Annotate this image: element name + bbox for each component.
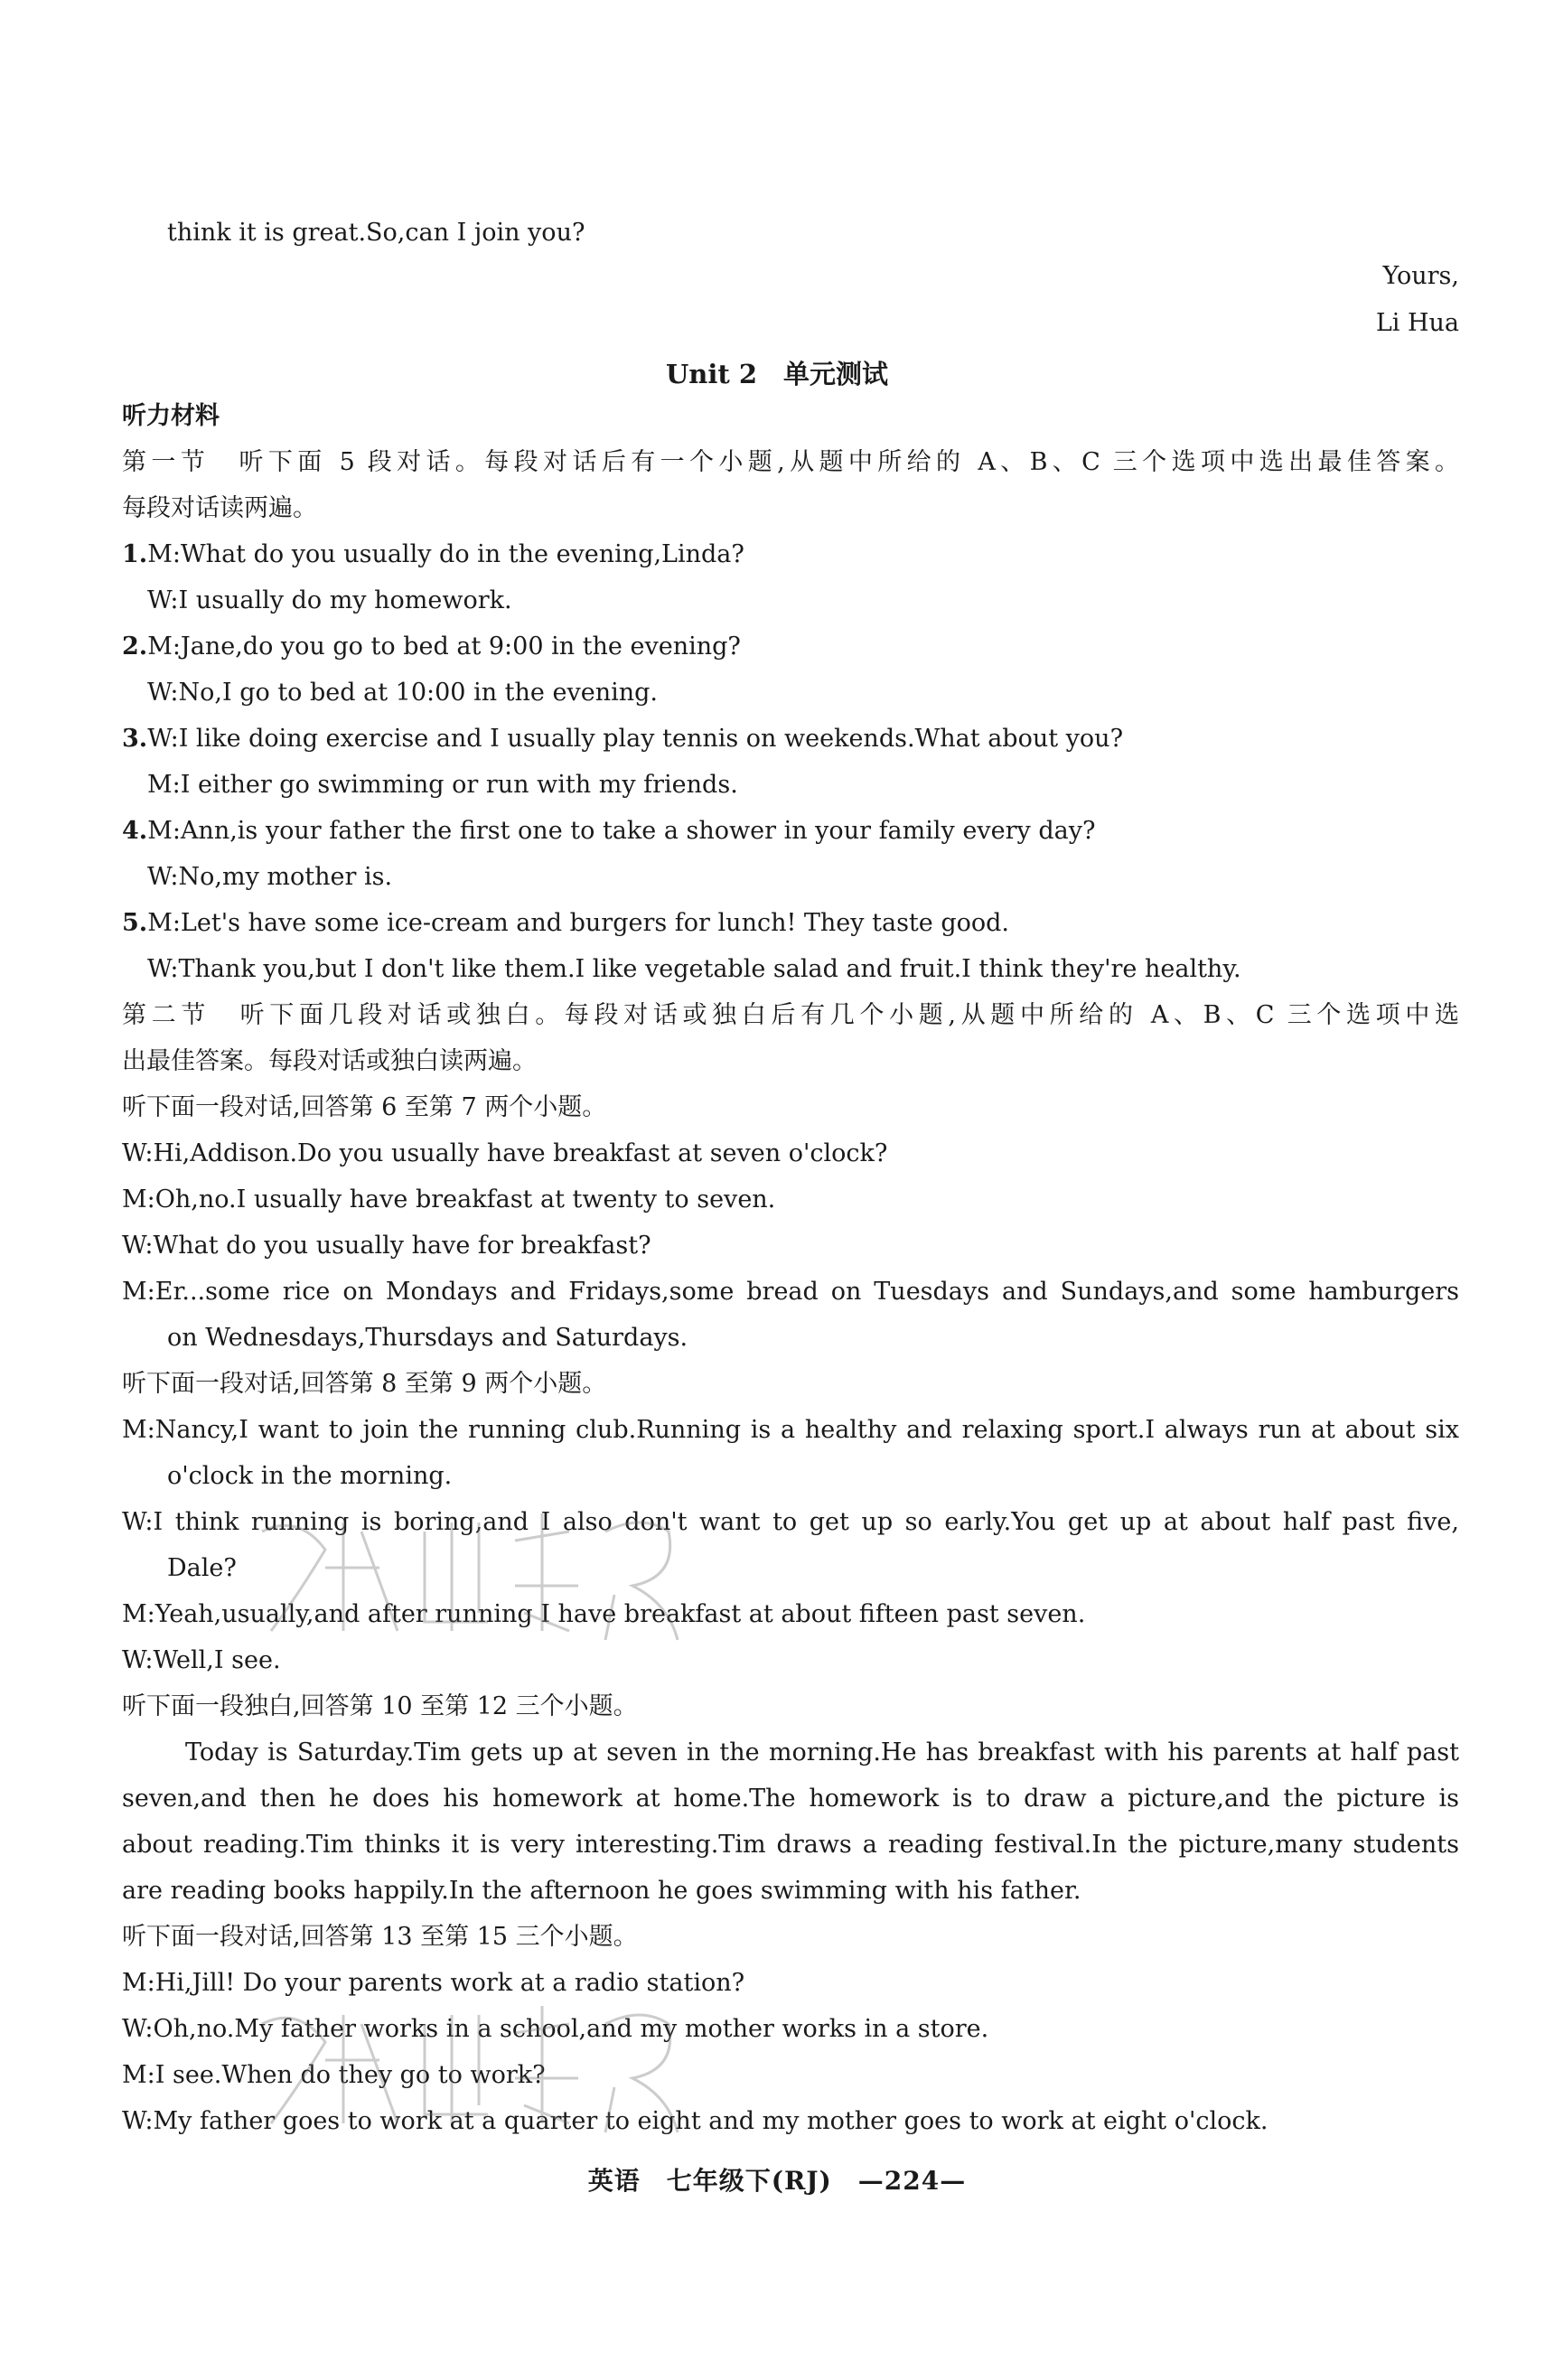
item-2-line-b: W:No,I go to bed at 10:00 in the evening. (147, 679, 658, 707)
dialogue-2-line: M:Nancy,I want to join the running club.Running is a healthy and relaxing sport.I always run at about six (122, 1416, 1459, 1444)
monologue-intro: 听下面一段独白,回答第 10 至第 12 三个小题。 (122, 1692, 638, 1720)
dialogue-1-line: W:What do you usually have for breakfast? (122, 1232, 651, 1260)
letter-signature: Li Hua (1375, 309, 1459, 337)
dialogue-3-line: M:Hi,Jill! Do your parents work at a radio station? (122, 1969, 745, 1997)
dialogue-1-line: M:Er...some rice on Mondays and Fridays,some bread on Tuesdays and Sundays,and some hamburgers (122, 1278, 1459, 1306)
part1-instruction-2: 每段对话读两遍。 (122, 494, 317, 522)
dialogue-1-intro: 听下面一段对话,回答第 6 至第 7 两个小题。 (122, 1093, 607, 1121)
unit-title: Unit 2 单元测试 (665, 359, 889, 389)
watermark-stamp (244, 1988, 714, 2141)
item-1-line-b: W:I usually do my homework. (147, 586, 512, 614)
dialogue-3-line: W:My father goes to work at a quarter to eight and my mother goes to work at eight o'clock. (122, 2107, 1268, 2135)
item-4-line-a: 4.M:Ann,is your father the first one to take a shower in your family every day? (122, 817, 1096, 845)
item-2-line-a: 2.M:Jane,do you go to bed at 9:00 in the evening? (122, 632, 741, 661)
page-footer: 英语 七年级下(RJ) —224— (587, 2166, 967, 2196)
dialogue-3-intro: 听下面一段对话,回答第 13 至第 15 三个小题。 (122, 1923, 638, 1951)
dialogue-2-intro: 听下面一段对话,回答第 8 至第 9 两个小题。 (122, 1370, 607, 1398)
monologue-line: seven,and then he does his homework at home.The homework is to draw a picture,and the picture is (122, 1785, 1459, 1813)
dialogue-2-line: Dale? (167, 1554, 237, 1582)
monologue-line: are reading books happily.In the afternoon he goes swimming with his father. (122, 1877, 1081, 1905)
part2-instruction-1: 第二节 听下面几段对话或独白。每段对话或独白后有几个小题,从题中所给的 A、B、C 三个选项中选 (122, 1001, 1459, 1029)
item-5-line-a: 5.M:Let's have some ice-cream and burgers for lunch! They taste good. (122, 909, 1009, 937)
watermark-stamp (244, 1495, 714, 1649)
item-3-line-a: 3.W:I like doing exercise and I usually play tennis on weekends.What about you? (122, 725, 1124, 753)
part2-instruction-2: 出最佳答案。每段对话或独白读两遍。 (122, 1047, 537, 1075)
letter-closing: Yours, (1382, 262, 1459, 290)
dialogue-1-line: M:Oh,no.I usually have breakfast at twenty to seven. (122, 1185, 776, 1213)
dialogue-3-line: M:I see.When do they go to work? (122, 2061, 546, 2089)
monologue-line: about reading.Tim thinks it is very interesting.Tim draws a reading festival.In the picture,many students (122, 1831, 1459, 1859)
item-3-line-b: M:I either go swimming or run with my friends. (147, 771, 738, 799)
letter-end-line: think it is great.So,can I join you? (167, 219, 585, 247)
dialogue-1-line: on Wednesdays,Thursdays and Saturdays. (167, 1324, 688, 1352)
dialogue-1-line: W:Hi,Addison.Do you usually have breakfast at seven o'clock? (122, 1139, 888, 1167)
item-5-line-b: W:Thank you,but I don't like them.I like vegetable salad and fruit.I think they're healthy. (147, 955, 1241, 983)
dialogue-2-line: W:I think running is boring,and I also don't want to get up so early.You get up at about half past five, (122, 1508, 1459, 1536)
monologue-line: Today is Saturday.Tim gets up at seven in the morning.He has breakfast with his parents at half past (185, 1738, 1459, 1766)
dialogue-2-line: W:Well,I see. (122, 1646, 281, 1674)
dialogue-2-line: o'clock in the morning. (167, 1462, 453, 1490)
section-label: 听力材料 (122, 402, 220, 430)
item-1-line-a: 1.M:What do you usually do in the evening,Linda? (122, 540, 744, 568)
part1-instruction-1: 第一节 听下面 5 段对话。每段对话后有一个小题,从题中所给的 A、B、C 三个选项中选出最佳答案。 (122, 448, 1459, 476)
item-4-line-b: W:No,my mother is. (147, 863, 393, 891)
dialogue-3-line: W:Oh,no.My father works in a school,and my mother works in a store. (122, 2015, 989, 2043)
dialogue-2-line: M:Yeah,usually,and after running I have breakfast at about fifteen past seven. (122, 1600, 1086, 1628)
